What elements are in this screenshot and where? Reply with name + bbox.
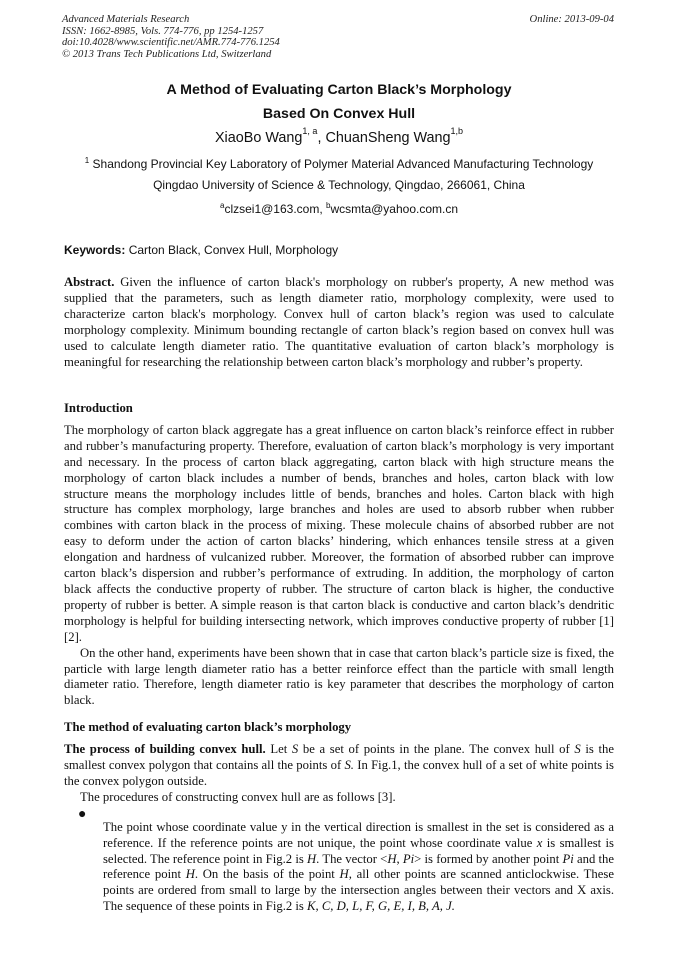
paper-title-line2: Based On Convex Hull: [262, 106, 416, 122]
math-symbol: H: [339, 867, 349, 882]
math-symbol: H: [307, 851, 317, 866]
text-run: is the smallest convex polygon that contains all the points of: [64, 741, 614, 772]
section-heading: The method of evaluating carton black’s morphology: [64, 720, 352, 734]
author-name: XiaoBo Wang: [214, 129, 303, 146]
math-symbol: x: [536, 835, 543, 850]
keywords-label: Keywords:: [64, 243, 126, 257]
math-symbol: S.: [344, 757, 354, 772]
affiliation-name: Shandong Provincial Key Laboratory of Polymer Material Advanced Manufacturing Technology: [92, 157, 594, 171]
author-affiliation-mark: 1, a: [302, 126, 318, 136]
affiliation-mark: 1: [84, 156, 90, 165]
text-run: > is formed by another point: [414, 851, 563, 866]
abstract-text: Given the influence of carton black's morphology on rubber's property, A new method was supplied that the parameters, such as length diameter ratio, morphology complexity, were used to characterize carton black's morphology. Convex hull of carton black’s region was used to calculate morphology complexity. Minimum bounding rectangle of carton black’s region based on convex hull was used to calculate length diameter ratio. The quantitative evaluation of carton black’s morphology is meaningful for researching the relationship between carton black’s morphology and rubber’s property.: [64, 275, 614, 369]
math-symbol: S: [291, 741, 299, 756]
math-symbol: Pi: [562, 851, 574, 866]
journal-meta: [62, 14, 280, 60]
text-run: The point whose coordinate value y in the vertical direction is smallest in the set is considered as a reference. If the reference points are not unique, the point whose coordinate value: [103, 819, 614, 850]
doi-line: doi:10.4028/www.scientific.net/AMR.774-776.1254: [62, 37, 280, 48]
paragraph: [64, 742, 614, 790]
author-name: ChuanSheng Wang: [325, 129, 451, 146]
introduction-section: [64, 401, 614, 709]
subsection-label: The process of building convex hull.: [64, 741, 266, 756]
paragraph: The procedures of constructing convex hull are as follows [3].: [80, 789, 396, 804]
bullet-dot-icon: ●: [78, 807, 87, 822]
paper-title-line1: A Method of Evaluating Carton Black’s Morphology: [166, 82, 512, 98]
affiliation-line: [0, 156, 678, 171]
email-mark: a: [219, 201, 225, 210]
affiliation-address: Qingdao University of Science & Technology, Qingdao, 266061, China: [153, 178, 525, 192]
text-run: and the reference point: [103, 851, 614, 882]
bullet-text: [103, 820, 614, 915]
author-line: [0, 128, 678, 146]
copyright-line: © 2013 Trans Tech Publications Ltd, Switzerland: [62, 48, 272, 60]
bullet-item: [78, 807, 614, 928]
author-affiliation-mark: 1,b: [450, 126, 464, 136]
online-date: Online: 2013-09-04: [529, 14, 614, 25]
math-symbol: S: [574, 741, 581, 756]
email-line: [0, 201, 678, 216]
email-address: clzsei1@163.com,: [224, 202, 326, 216]
email-mark: b: [326, 201, 331, 210]
text-run: In Fig.1, the convex hull of a set of white points is the convex polygon outside.: [64, 757, 614, 788]
text-run: , all other points are scanned anticlockwise. These points are ordered from small to large by the intersection angles between their vectors and X axis. The sequence of these points in Fig.2 is: [103, 867, 614, 914]
text-run: ,: [396, 851, 403, 866]
method-section: [64, 720, 614, 806]
abstract-label: Abstract.: [64, 275, 115, 289]
math-symbol: K, C, D, L, F, G, E, I, B, A, J.: [307, 899, 455, 914]
keywords: [64, 243, 338, 257]
journal-name: Advanced Materials Research: [62, 14, 190, 25]
abstract: [64, 275, 614, 370]
section-heading: Introduction: [64, 401, 133, 415]
keywords-text: Carton Black, Convex Hull, Morphology: [125, 243, 339, 257]
issn-line: ISSN: 1662-8985, Vols. 774-776, pp 1254-1257: [62, 25, 264, 37]
math-symbol: Pi: [402, 851, 415, 866]
text-run: be a set of points in the plane. The convex hull of: [298, 741, 575, 756]
text-run: is smallest is selected. The reference point in Fig.2 is: [103, 835, 614, 866]
text-run: . The vector <: [316, 851, 388, 866]
author-separator: ,: [317, 129, 326, 146]
math-symbol: H: [185, 867, 195, 882]
email-address: wcsmta@yahoo.com.cn: [330, 202, 459, 216]
math-symbol: H: [387, 851, 397, 866]
paragraph: On the other hand, experiments have been shown that in case that carton black’s particle size is fixed, the particle with large length diameter ratio has a better reinforce effect than the particle with small length diameter ratio. Therefore, length diameter ratio is key parameter that describes the morphology of carton black.: [64, 645, 614, 708]
text-run: . On the basis of the point: [194, 867, 340, 882]
text-run: Let: [265, 741, 292, 756]
paragraph: The morphology of carton black aggregate has a great influence on carton black’s reinforce effect in rubber and rubber’s manufacturing property. Therefore, evaluation of carton black’s morphology is very important and necessary. In the process of carton black aggregating, carton black with high structure means the morphology of carton black includes a number of bends, branches and holes, carton black with low structure means the morphology includes little of bends, branches and holes. Carton black with high structure has complex morphology, large branches and holes are used to absorb rubber when rubber combines with carton black in the process of mixing. These molecule chains of absorbed rubber are not easy to deform under the action of carton blacks’ hindering, which enhances tensile stress at a given elongation and hardness of vulcanized rubber. Moreover, the formation of absorbed rubber can improve carton black’s dispersion and rubber’s performance of extruding. In addition, the morphology of carton black affects the conductive property of rubber. The structure of carton black is higher, the conductive property of rubber is better. A simple reason is that carton black is conductive and carton black’s dendritic morphology is helpful for building intersecting network, which improves conductive property of rubber [1][2].: [64, 422, 614, 644]
